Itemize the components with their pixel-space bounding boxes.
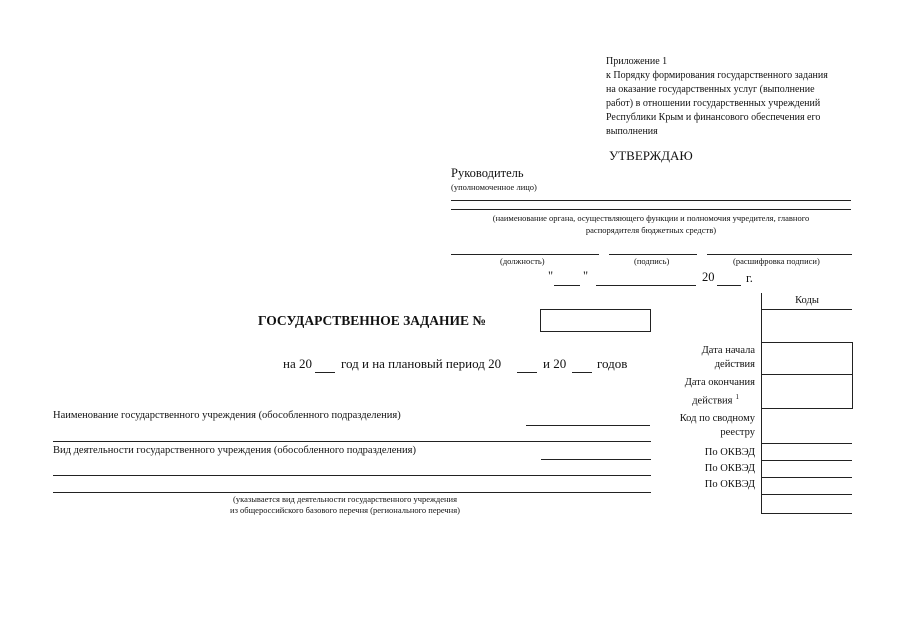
position-line <box>451 254 599 255</box>
end-date-line: Дата окончания <box>684 377 755 388</box>
end-date-line-2 <box>640 390 755 409</box>
appendix-line: Республики Крым и финансового обеспечения его <box>606 112 821 123</box>
registry-label <box>640 412 755 440</box>
activity-type-line-3 <box>53 492 651 493</box>
start-date-label <box>640 344 755 372</box>
head-line <box>451 200 851 201</box>
footnote-mark: 1 <box>735 393 739 401</box>
okved-label-2: По ОКВЭД <box>704 463 755 474</box>
end-date-cell[interactable] <box>761 374 853 409</box>
activity-type-label: Вид деятельности государственного учреждения (обособленного подразделения) <box>53 445 416 456</box>
okved-label-1: По ОКВЭД <box>704 447 755 458</box>
plan-year-2-line <box>572 372 592 373</box>
appendix-line: выполнения <box>606 126 658 137</box>
position-label: (должность) <box>500 256 545 266</box>
date-quote-open: " <box>548 269 554 283</box>
registry-cell-bottom <box>761 443 852 444</box>
org-line <box>451 209 851 210</box>
year-line <box>717 285 741 286</box>
decoding-label: (расшифровка подписи) <box>733 256 820 266</box>
period-text-1: на 20 <box>283 356 312 371</box>
end-date-label <box>640 376 755 409</box>
org-note <box>451 212 851 236</box>
okved-1-cell-bottom <box>761 460 852 461</box>
appendix-line: работ) в отношении государственных учреждений <box>606 98 821 109</box>
org-note-line: распорядителя бюджетных средств) <box>585 225 717 235</box>
month-line <box>596 285 696 286</box>
period-text-4: годов <box>597 356 628 371</box>
appendix-line: Приложение 1 <box>606 56 668 67</box>
activity-note-line: (указывается вид деятельности государственного учреждения <box>233 494 457 504</box>
activity-type-line <box>541 459 651 460</box>
okved-label-3: По ОКВЭД <box>704 479 755 490</box>
appendix-line: на оказание государственных услуг (выполнение <box>606 84 815 95</box>
appendix-block <box>606 55 828 139</box>
activity-note <box>200 494 490 516</box>
start-date-line: действия <box>714 359 755 370</box>
codes-header: Коды <box>795 295 819 306</box>
codes-table-bottom <box>761 513 852 514</box>
approve-title: УТВЕРЖДАЮ <box>609 148 693 163</box>
registry-line: реестру <box>720 427 755 438</box>
activity-type-line-2 <box>53 475 651 476</box>
institution-name-line <box>526 425 650 426</box>
period-text-3: и 20 <box>543 356 567 371</box>
year-suffix: г. <box>746 271 753 285</box>
decoding-line <box>707 254 852 255</box>
plan-year-1-line <box>517 372 537 373</box>
authorized-label: (уполномоченное лицо) <box>451 182 537 192</box>
period-year-line <box>315 372 335 373</box>
task-title: ГОСУДАРСТВЕННОЕ ЗАДАНИЕ № <box>258 313 486 328</box>
codes-header-bottom <box>761 309 852 310</box>
year-prefix: 20 <box>702 270 715 284</box>
okved-2-cell-bottom <box>761 477 852 478</box>
period-text-2: год и на плановый период 20 <box>341 356 502 371</box>
activity-note-line: из общероссийского базового перечня (регионального перечня) <box>230 505 460 515</box>
start-date-cell[interactable] <box>761 342 853 375</box>
okved-3-cell-bottom <box>761 494 852 495</box>
end-date-line: действия <box>692 395 733 407</box>
registry-line: Код по сводному <box>679 413 755 424</box>
head-label: Руководитель <box>451 166 524 180</box>
day-line <box>554 285 580 286</box>
task-number-box[interactable] <box>540 309 651 332</box>
institution-name-line-2 <box>53 441 651 442</box>
org-note-line: (наименование органа, осуществляющего функции и полномочия учредителя, главного <box>492 213 810 223</box>
date-quote-close: " <box>583 269 589 283</box>
start-date-line: Дата начала <box>701 345 755 356</box>
signature-label: (подпись) <box>634 256 670 266</box>
institution-name-label: Наименование государственного учреждения (обособленного подразделения) <box>53 410 401 421</box>
signature-line <box>609 254 697 255</box>
appendix-line: к Порядку формирования государственного задания <box>606 70 828 81</box>
